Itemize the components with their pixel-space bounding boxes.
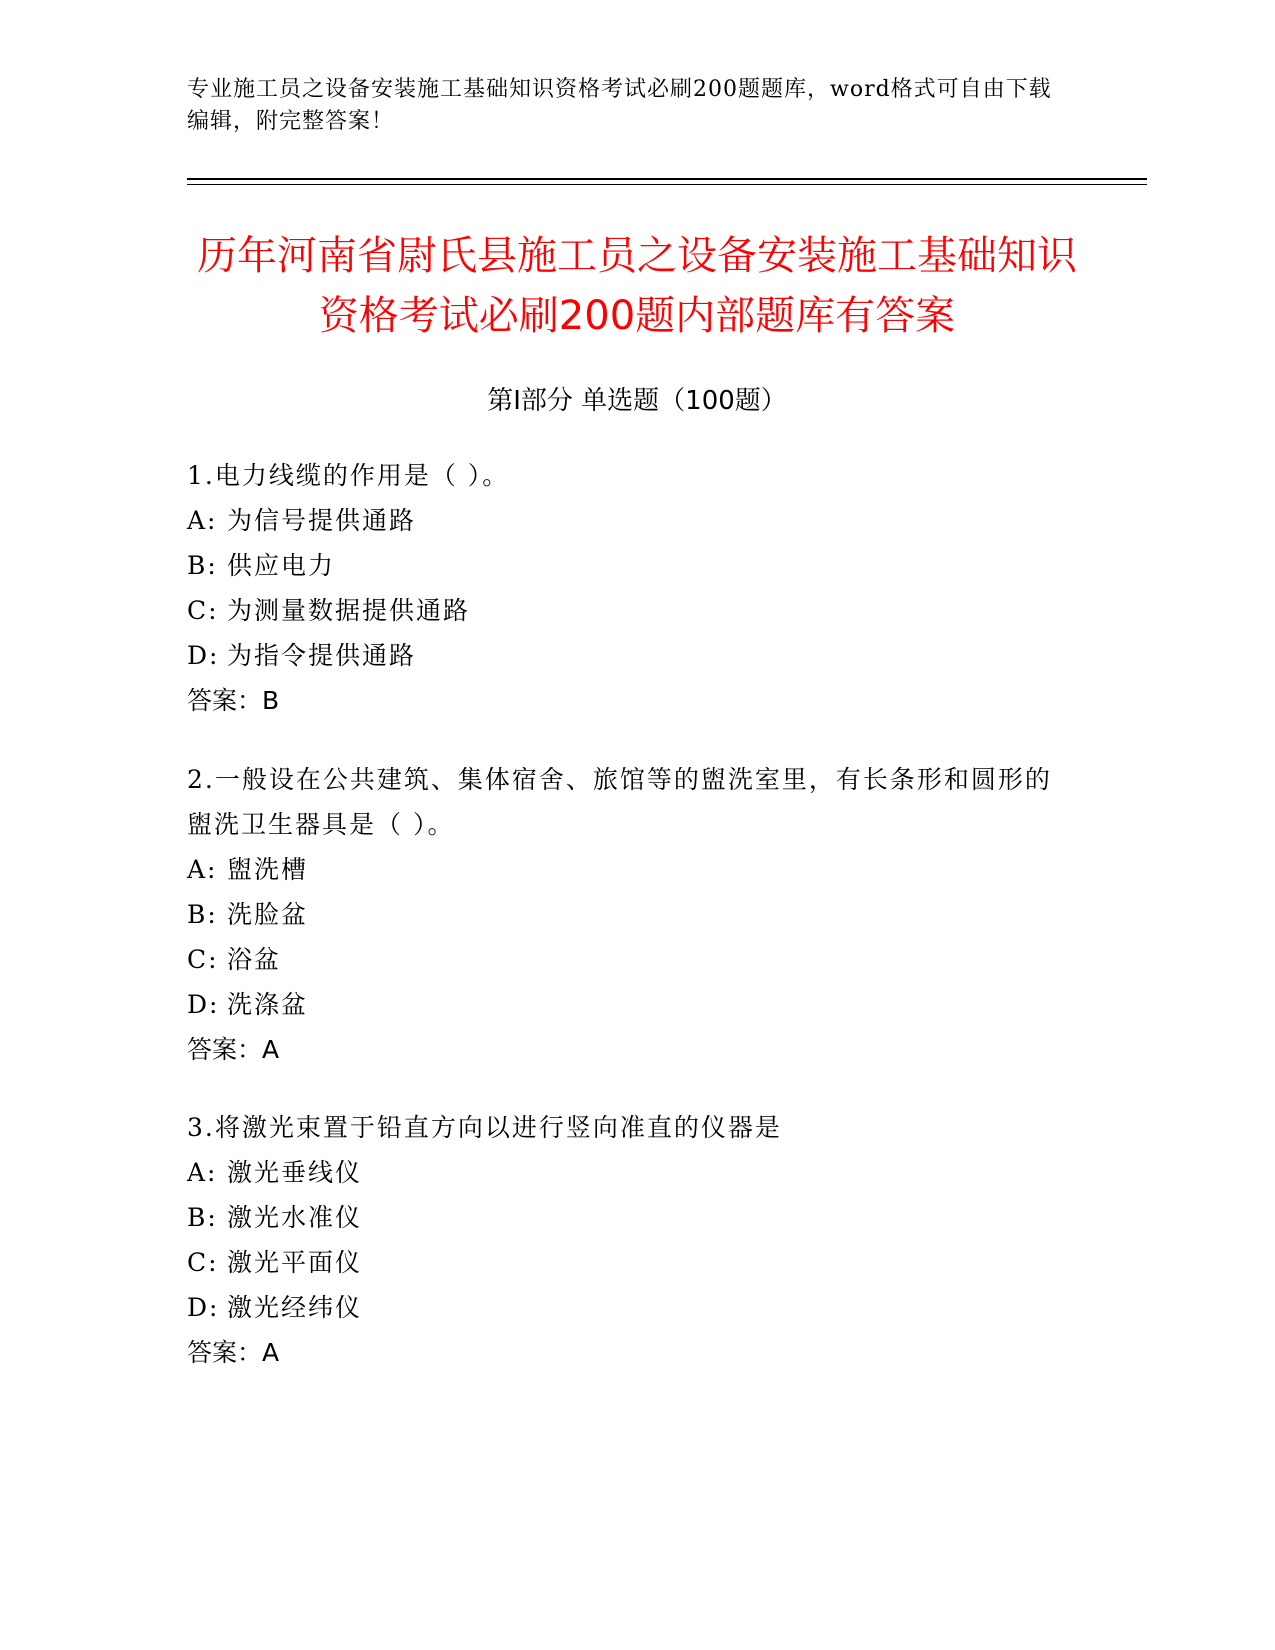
- question-3: [187, 1105, 1067, 1375]
- header-rule-thin: [187, 184, 1147, 185]
- option-text: 供应电力: [227, 551, 336, 580]
- option-label: D:: [187, 990, 220, 1019]
- option-a: [187, 847, 1067, 892]
- option-label: C:: [187, 596, 219, 625]
- option-c: [187, 1240, 1067, 1285]
- option-text: 激光经纬仪: [227, 1293, 363, 1322]
- option-label: D:: [187, 641, 220, 670]
- section-heading: 第Ⅰ部分 单选题（100题）: [487, 386, 787, 416]
- option-label: A:: [187, 506, 218, 535]
- option-b: [187, 892, 1067, 937]
- option-label: D:: [187, 1293, 220, 1322]
- question-text: 2.一般设在公共建筑、集体宿舍、旅馆等的盥洗室里，有长条形和圆形的盥洗卫生器具是（ ）。: [187, 765, 1052, 839]
- header-note: 专业施工员之设备安装施工基础知识资格考试必刷200题题库，word格式可自由下载编辑，附完整答案！: [187, 77, 1052, 134]
- question-2: [187, 757, 1067, 1072]
- question-1: [187, 453, 1067, 723]
- option-d: [187, 633, 1067, 678]
- answer-line: 答案：A: [187, 1338, 280, 1367]
- option-text: 浴盆: [227, 945, 282, 974]
- option-d: [187, 1285, 1067, 1330]
- option-label: B:: [187, 1203, 218, 1232]
- header-rule-thick: [187, 178, 1147, 180]
- option-text: 洗脸盆: [227, 900, 309, 929]
- option-b: [187, 543, 1067, 588]
- option-b: [187, 1195, 1067, 1240]
- question-text: 3.将激光束置于铅直方向以进行竖向准直的仪器是: [187, 1113, 782, 1142]
- option-label: A:: [187, 855, 218, 884]
- option-text: 激光垂线仪: [227, 1158, 363, 1187]
- option-text: 为测量数据提供通路: [227, 596, 471, 625]
- option-text: 盥洗槽: [227, 855, 309, 884]
- option-label: B:: [187, 551, 218, 580]
- option-text: 激光水准仪: [227, 1203, 363, 1232]
- option-text: 为信号提供通路: [227, 506, 417, 535]
- option-label: A:: [187, 1158, 218, 1187]
- option-label: B:: [187, 900, 218, 929]
- option-d: [187, 982, 1067, 1027]
- option-a: [187, 1150, 1067, 1195]
- option-c: [187, 588, 1067, 633]
- question-text: 1.电力线缆的作用是（ ）。: [187, 461, 510, 490]
- option-text: 为指令提供通路: [227, 641, 417, 670]
- answer-line: 答案：B: [187, 686, 280, 715]
- answer-line: 答案：A: [187, 1035, 280, 1064]
- option-label: C:: [187, 1248, 219, 1277]
- option-c: [187, 937, 1067, 982]
- document-title: 历年河南省尉氏县施工员之设备安装施工基础知识资格考试必刷200题内部题库有答案: [197, 233, 1077, 339]
- option-text: 激光平面仪: [227, 1248, 363, 1277]
- option-text: 洗涤盆: [227, 990, 309, 1019]
- option-label: C:: [187, 945, 219, 974]
- option-a: [187, 498, 1067, 543]
